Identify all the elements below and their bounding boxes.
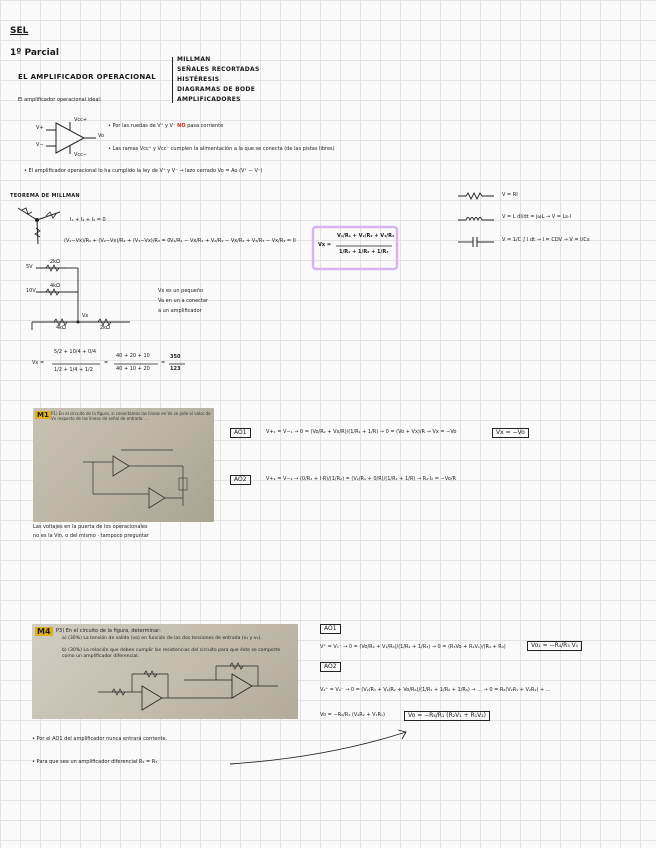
millman-fraction-bar <box>336 245 392 247</box>
m4-ao2-tag: AO2 <box>320 662 341 672</box>
example-mid-num: 40 + 20 + 10 <box>116 353 150 359</box>
m1-note: no es la Vin, o del mismo · tampoco preguntar <box>33 533 149 539</box>
problem-m1-photo <box>33 408 214 522</box>
opamp-symbol <box>44 117 104 156</box>
bullet-1-text: • Por las ruedas de V⁺ y V⁻ <box>108 123 176 129</box>
m4-badge: M4 <box>37 627 51 636</box>
pin-vp: V+ <box>36 125 44 131</box>
bullet-1-tail: pasa corriente <box>187 123 224 129</box>
m1-ao2-eq: V+₂ = V−₂ → (0/R₂ + I·R)/(1/R₂) = (V₂/R₁ + 0/R)/(1/R₁ + 1/R) → R₂·I₂ = −Vo/R <box>266 476 456 482</box>
example-note: Va en un a conectar <box>158 298 208 304</box>
example-num: 5/2 + 10/4 + 0/4 <box>54 349 97 355</box>
millman-eq1: (V₁−Vx)/R₁ + (V₂−Vx)/R₂ + (V₃−Vx)/R₃ = 0 <box>64 238 171 244</box>
pin-vcc-plus: Vcc+ <box>74 117 88 123</box>
problem-m4-photo <box>32 624 298 719</box>
topic-item: MILLMAN <box>177 56 211 63</box>
example-circuit <box>26 259 136 332</box>
m4-ao1-tag: AO1 <box>320 624 341 634</box>
capacitor-law: V = 1/C ∫ I dt → I = CDV → V = I/Cs <box>502 237 590 243</box>
res-label: 2kΩ <box>50 259 60 265</box>
topic-title: EL AMPLIFICADOR OPERACIONAL <box>18 73 156 81</box>
ideal-bullet-2: • Las ramas Vcc⁺ y Vcc⁻ cumplen la alimentación a la que se conecta (de las pistas libres) <box>108 146 335 152</box>
example-den: 1/2 + 1/4 + 1/2 <box>54 367 93 373</box>
capacitor-icon <box>458 237 494 247</box>
example-res-bar <box>169 363 185 365</box>
m1-circuit <box>73 446 193 516</box>
pin-vo: Vo <box>98 133 105 139</box>
source-5v: 5V <box>26 264 33 270</box>
inductor-icon <box>458 216 494 222</box>
m4-note-2: • Para que sea un amplificador diferencial R₄ = R₃ <box>32 759 158 765</box>
resistor-law: V = RI <box>502 192 518 198</box>
m4-ao1-result: Vo₁ = −R₄/R₃ V₁ <box>527 641 582 651</box>
source-10v: 10V <box>26 288 36 294</box>
res-label: 4kΩ <box>56 325 66 331</box>
example-eq: = <box>104 360 109 366</box>
topic-item: AMPLIFICADORES <box>177 96 241 103</box>
pin-vm: V− <box>36 142 44 148</box>
example-note: Vx es un pequeño <box>158 288 204 294</box>
bullet-1-no: NO <box>177 123 186 129</box>
millman-sum: I₁ + I₂ + I₃ = 0 <box>70 217 106 223</box>
topic-item: DIAGRAMAS DE BODE <box>177 86 256 93</box>
example-eq: = <box>161 360 166 366</box>
arrow-annotation <box>230 720 430 770</box>
example-lhs: Vx = <box>32 360 45 366</box>
m1-ao1-eq: V+₁ = V−₁ → 0 = (Vo/R₂ + Vx/R)/(1/R₁ + 1/R) → 0 = (Vo + Vx)/R → Vx = −Vo <box>266 429 457 435</box>
m4-circuit <box>92 664 292 716</box>
res-label: 2kΩ <box>100 325 110 331</box>
example-res-den: 123 <box>170 366 181 372</box>
topic-brace <box>172 57 173 103</box>
m4-title: P3) En el circuito de la figura, determinar: <box>56 628 161 634</box>
example-res-num: 350 <box>170 354 181 360</box>
example-note: a un amplificador <box>158 308 202 314</box>
vx-label: Vx <box>82 313 89 319</box>
m4-line3: Vo = −R₆/R₁ (V₂R₂ + V₁R₁) <box>320 712 385 718</box>
m4-line3-result: Vo = −R₆/R₁ (R₂V₁ + R₁V₂) <box>404 711 490 721</box>
millman-result-den: 1/R₁ + 1/R₂ + 1/R₃ <box>339 249 389 255</box>
m1-note: Las voltajes en la puerta de los operacionales <box>33 524 148 530</box>
res-label: 4kΩ <box>50 283 60 289</box>
m4-note-1: • Por el AO1 del amplificador nunca entrará corriente. <box>32 736 168 742</box>
m1-stem: P1) En el circuito de la figura, si conectamos las lineas en Vo se pide el valor de Vx respecto de las líneas de señal de entrada: ... <box>51 411 211 421</box>
millman-node-diagram <box>12 200 72 250</box>
m4-ao1-eq: V⁺ = V₁⁻ → 0 = (Vo/R₄ + V₁/R₃)/(1/R₄ + 1/R₃) → 0 = (R₃Vo + R₄V₁)/(R₄ + R₃) <box>320 644 506 650</box>
topic-item: SEÑALES RECORTADAS <box>177 66 260 73</box>
parcial-title: 1º Parcial <box>10 48 59 58</box>
ao2-tag: AO2 <box>230 475 251 485</box>
millman-eq2: V₁/R₁ − Vx/R₁ + V₂/R₂ − Vx/R₂ + V₃/R₃ − Vx/R₃ = 0 <box>170 238 296 244</box>
ao1-tag: AO1 <box>230 428 251 438</box>
millman-result-lhs: Vx = <box>318 242 332 248</box>
example-mid-bar <box>114 363 158 365</box>
m4-ao2-eq: V₂⁺ = V₂⁻ → 0 = (V₂/R₁ + V₂/R₂ + Vo/R₆)/(1/R₁ + 1/R₂ + 1/R₆) → ... → 0 = R₆(V₂R₁ + V₂R₂) + ... <box>320 687 551 693</box>
pin-vcc-minus: Vcc− <box>74 152 88 158</box>
resistor-icon <box>458 193 494 199</box>
example-bar <box>52 363 100 365</box>
m1-badge: M1 <box>37 411 49 419</box>
example-mid-den: 40 + 10 + 20 <box>116 366 150 372</box>
millman-result-num: V₁/R₁ + V₂/R₂ + V₃/R₃ <box>337 233 395 239</box>
millman-title: TEOREMA DE MILLMAN <box>10 193 80 199</box>
inductor-law: V = L dI/dt = jωL → V = Ls·I <box>502 214 571 220</box>
ideal-bullet-3: • El amplificador operacional lo ha cumplido la ley de V⁺ y V⁻ → lazo cerrado Vo = Ao (V⁺ − V⁻) <box>24 168 263 174</box>
ideal-bullet-1 <box>108 124 223 129</box>
ideal-label: El amplificador operacional ideal: <box>18 97 102 103</box>
m4-part-b: b) (30%) La relación que deben cumplir las resistencias del circuito para que éste se comporte como un amplificador diferencial. <box>62 648 281 659</box>
m4-part-a: a) (30%) La tensión de salida (vo) en función de las dos tensiones de entrada (v₁ y v₂). <box>62 636 262 641</box>
topic-item: HISTÉRESIS <box>177 76 220 83</box>
subject-title: SEL <box>10 26 29 36</box>
ao1-result-box: Vx = −Vo <box>492 428 529 438</box>
